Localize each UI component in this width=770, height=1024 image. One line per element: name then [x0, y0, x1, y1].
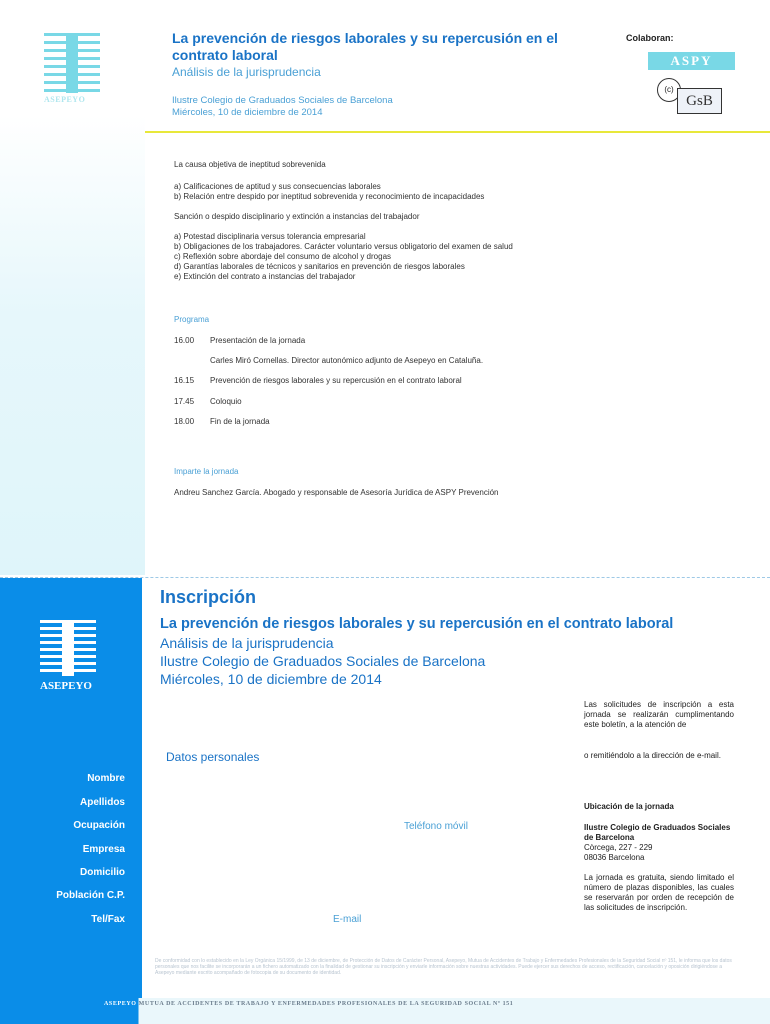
form-place: Ilustre Colegio de Graduados Sociales de Barcelona [160, 653, 486, 669]
programa-label: Programa [174, 315, 210, 324]
list-item: b) Obligaciones de los trabajadores. Carácter voluntario versus obligatorio del examen de salud [174, 242, 513, 251]
email-field-label: E-mail [333, 914, 362, 925]
gsb-logo [657, 78, 720, 113]
event-place: Ilustre Colegio de Graduados Sociales de Barcelona [172, 95, 393, 106]
imparte-label: Imparte la jornada [174, 467, 239, 476]
inscripcion-heading: Inscripción [160, 587, 257, 607]
form-title: La prevención de riesgos laborales y su repercusión en el contrato laboral [160, 616, 674, 632]
event-place-date [172, 95, 393, 119]
field-label-telfax: Tel/Fax [91, 914, 125, 925]
list-2 [174, 232, 513, 282]
field-label-nombre: Nombre [87, 773, 125, 784]
gsb-logo-text: GsB [677, 88, 722, 114]
topic-1: La causa objetiva de ineptitud sobrevenida [174, 160, 326, 169]
program-desc: Prevención de riesgos laborales y su repercusión en el contrato laboral [210, 376, 462, 385]
page-title: La prevención de riesgos laborales y su repercusión en el contrato laboral [172, 30, 558, 63]
venue-street: Còrcega, 227 - 229 [584, 843, 653, 852]
datos-personales-heading: Datos personales [166, 750, 260, 764]
list-item: b) Relación entre despido por ineptitud sobrevenida y reconocimiento de incapacidades [174, 192, 485, 201]
inscription-instructions: Las solicitudes de inscripción a esta jornada se realizarán cumplimentando este boletín, a la atención de [584, 700, 734, 729]
legal-notice: De conformidad con lo establecido en la Ley Orgánica 15/1999, de 13 de diciembre, de Protección de Datos de Carácter Personal, Asepeyo, Mutua de Accidentes de Trabajo y Enfermedades Profesionales de la Seguridad Social nº 151, le informa que los datos personales que nos facilite se incorporarán a un fichero automatizado con la finalidad de gestionar su inscripción y enviarle información sobre nuestras actividades. Puede ejercer sus derechos de acceso, rectificación, cancelación y oposición dirigiéndose a Asepeyo mediante escrito acompañado de fotocopia de su documento de identidad. [155, 958, 732, 976]
field-label-empresa: Empresa [82, 844, 125, 855]
header-divider [145, 131, 770, 133]
field-label-ocupacion: Ocupación [73, 820, 125, 831]
email-instructions: o remitiéndolo a la dirección de e-mail. [584, 751, 721, 760]
ubicacion-title: Ubicación de la jornada [584, 802, 674, 811]
aspy-logo: ASPY [648, 52, 735, 70]
form-date: Miércoles, 10 de diciembre de 2014 [160, 671, 382, 687]
program-time: 16.15 [174, 376, 195, 385]
list-item: a) Calificaciones de aptitud y sus consecuencias laborales [174, 182, 381, 191]
page-subtitle: Análisis de la jurisprudencia [172, 65, 321, 79]
asepeyo-logo-icon [40, 620, 96, 676]
venue-city: 08036 Barcelona [584, 853, 645, 862]
program-time: 18.00 [174, 417, 195, 426]
footer-text [104, 1001, 513, 1007]
program-time: 17.45 [174, 397, 195, 406]
footer-brand: ASEPEYO [104, 1001, 137, 1007]
field-label-apellidos: Apellidos [79, 797, 125, 808]
program-desc: Coloquio [210, 397, 242, 406]
logo-text: ASEPEYO [44, 95, 86, 104]
asepeyo-logo-icon [44, 33, 100, 93]
gratuita-note: La jornada es gratuita, siendo limitado el número de plazas disponibles, las cuales se reservarán por orden de recepción de las solicitudes de inscripción. [584, 873, 734, 912]
footer-description: MUTUA DE ACCIDENTES DE TRABAJO Y ENFERMEDADES PROFESIONALES DE LA SEGURIDAD SOCIAL Nº 151 [138, 1001, 514, 1007]
gsb-seal-icon: (c) [657, 78, 681, 102]
imparte-text: Andreu Sanchez García. Abogado y responsable de Asesoría Jurídica de ASPY Prevención [174, 488, 499, 497]
form-subtitle: Análisis de la jurisprudencia [160, 635, 334, 651]
program-desc: Presentación de la jornada [210, 336, 306, 345]
program-time: 16.00 [174, 336, 195, 345]
list-item: e) Extinción del contrato a instancias del trabajador [174, 272, 356, 281]
field-label-poblacion: Población C.P. [56, 890, 125, 901]
list-item: a) Potestad disciplinaria versus tolerancia empresarial [174, 232, 366, 241]
telefono-field-label: Teléfono móvil [404, 821, 468, 832]
list-1 [174, 182, 484, 202]
topic-2: Sanción o despido disciplinario y extinción a instancias del trabajador [174, 212, 420, 221]
venue-name: Ilustre Colegio de Graduados Sociales de Barcelona [584, 823, 731, 842]
list-item: d) Garantías laborales de técnicos y sanitarios en prevención de riesgos laborales [174, 262, 465, 271]
program-desc: Fin de la jornada [210, 417, 270, 426]
list-item: c) Reflexión sobre abordaje del consumo de alcohol y drogas [174, 252, 392, 261]
logo-text: ASEPEYO [40, 680, 92, 692]
program-desc: Carles Miró Cornellas. Director autonómico adjunto de Asepeyo en Cataluña. [210, 356, 484, 365]
colaboran-label: Colaboran: [626, 33, 674, 43]
field-label-domicilio: Domicilio [79, 867, 125, 878]
event-date: Miércoles, 10 de diciembre de 2014 [172, 107, 323, 118]
